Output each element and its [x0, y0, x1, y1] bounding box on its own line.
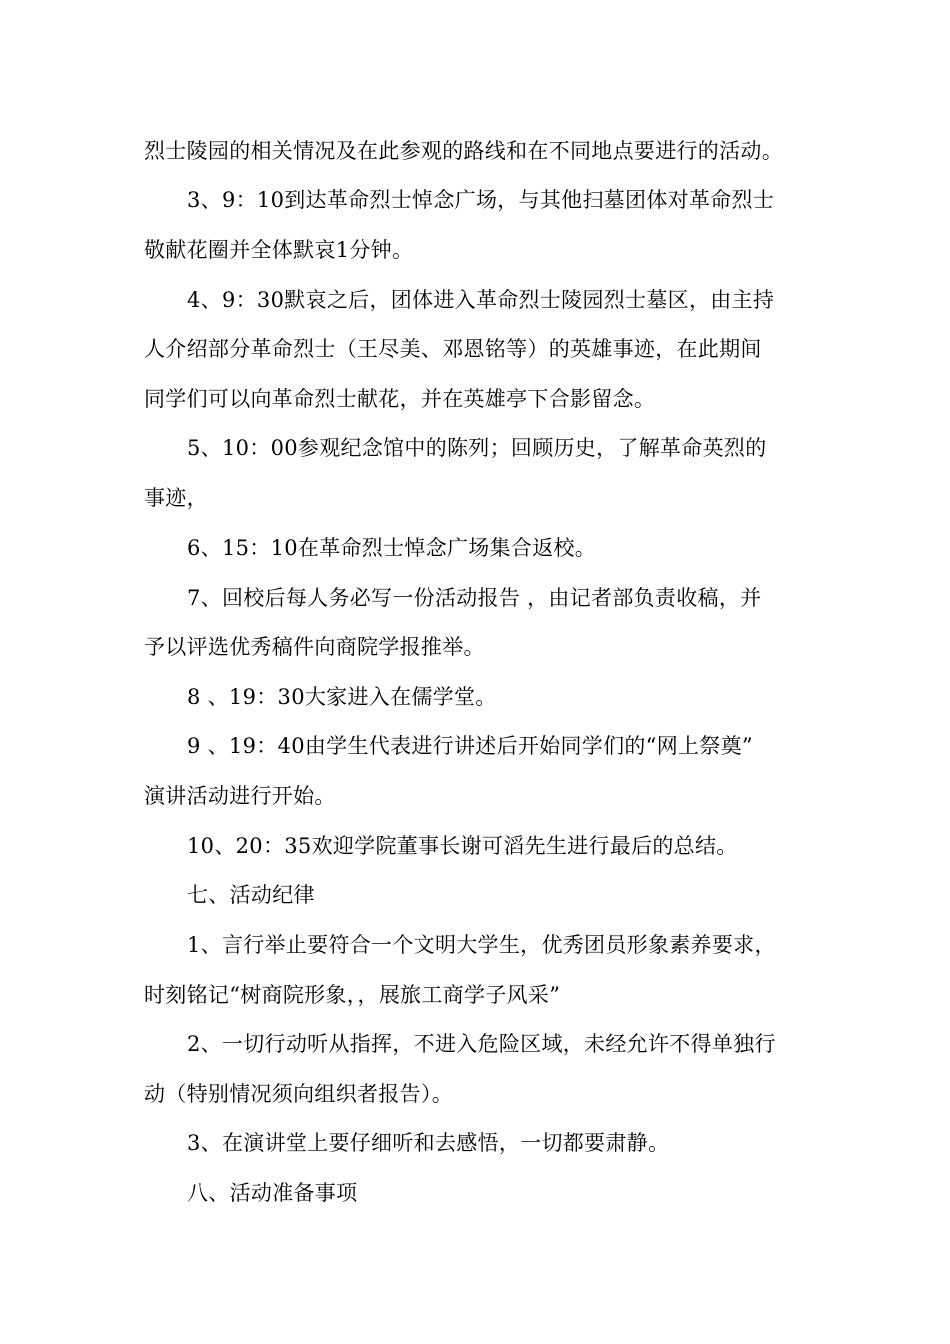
text-line: 8 、19：30大家进入在儒学堂。 [187, 685, 497, 709]
text-line: 7、回校后每人务必写一份活动报告 ，由记者部负责收稿，并 [187, 586, 762, 610]
text-line: 10、20：35欢迎学院董事长谢可滔先生进行最后的总结。 [187, 834, 738, 858]
text-line: 同学们可以向革命烈士献花，并在英雄亭下合影留念。 [144, 387, 656, 411]
text-line: 1、言行举止要符合一个文明大学生，优秀团员形象素养要求， [187, 933, 776, 957]
text-line: 4、9：30默哀之后，团体进入革命烈士陵园烈士墓区，由主持 [187, 288, 775, 312]
section-heading: 八、活动准备事项 [187, 1181, 358, 1205]
text-line: 烈士陵园的相关情况及在此参观的路线和在不同地点要进行的活动。 [144, 139, 783, 163]
text-line: 2、一切行动听从指挥，不进入危险区域，未经允许不得单独行 [187, 1032, 776, 1056]
text-line: 敬献花圈并全体默哀1分钟。 [144, 238, 414, 262]
text-line: 5、10：00参观纪念馆中的陈列；回顾历史，了解革命英烈的 [187, 436, 767, 460]
text-line: 6、15：10在革命烈士悼念广场集合返校。 [187, 536, 597, 560]
text-line: 3、9：10到达革命烈士悼念广场，与其他扫墓团体对革命烈士 [187, 188, 775, 212]
text-line: 演讲活动进行开始。 [144, 784, 336, 808]
text-line: 予以评选优秀稿件向商院学报推举。 [144, 635, 485, 659]
section-heading: 七、活动纪律 [187, 883, 315, 907]
text-line: 9 、19：40由学生代表进行讲述后开始同学们的“网上祭奠” [187, 734, 753, 758]
text-line: 3、在演讲堂上要仔细听和去感悟，一切都要肃静。 [187, 1131, 670, 1155]
text-line: 动（特别情况须向组织者报告）。 [144, 1082, 453, 1106]
text-line: 时刻铭记“树商院形象，，展旅工商学子风采” [144, 983, 561, 1007]
text-line: 事迹， [144, 486, 208, 510]
text-line: 人介绍部分革命烈士（王尽美、邓恩铭等）的英雄事迹，在此期间 [144, 337, 762, 361]
